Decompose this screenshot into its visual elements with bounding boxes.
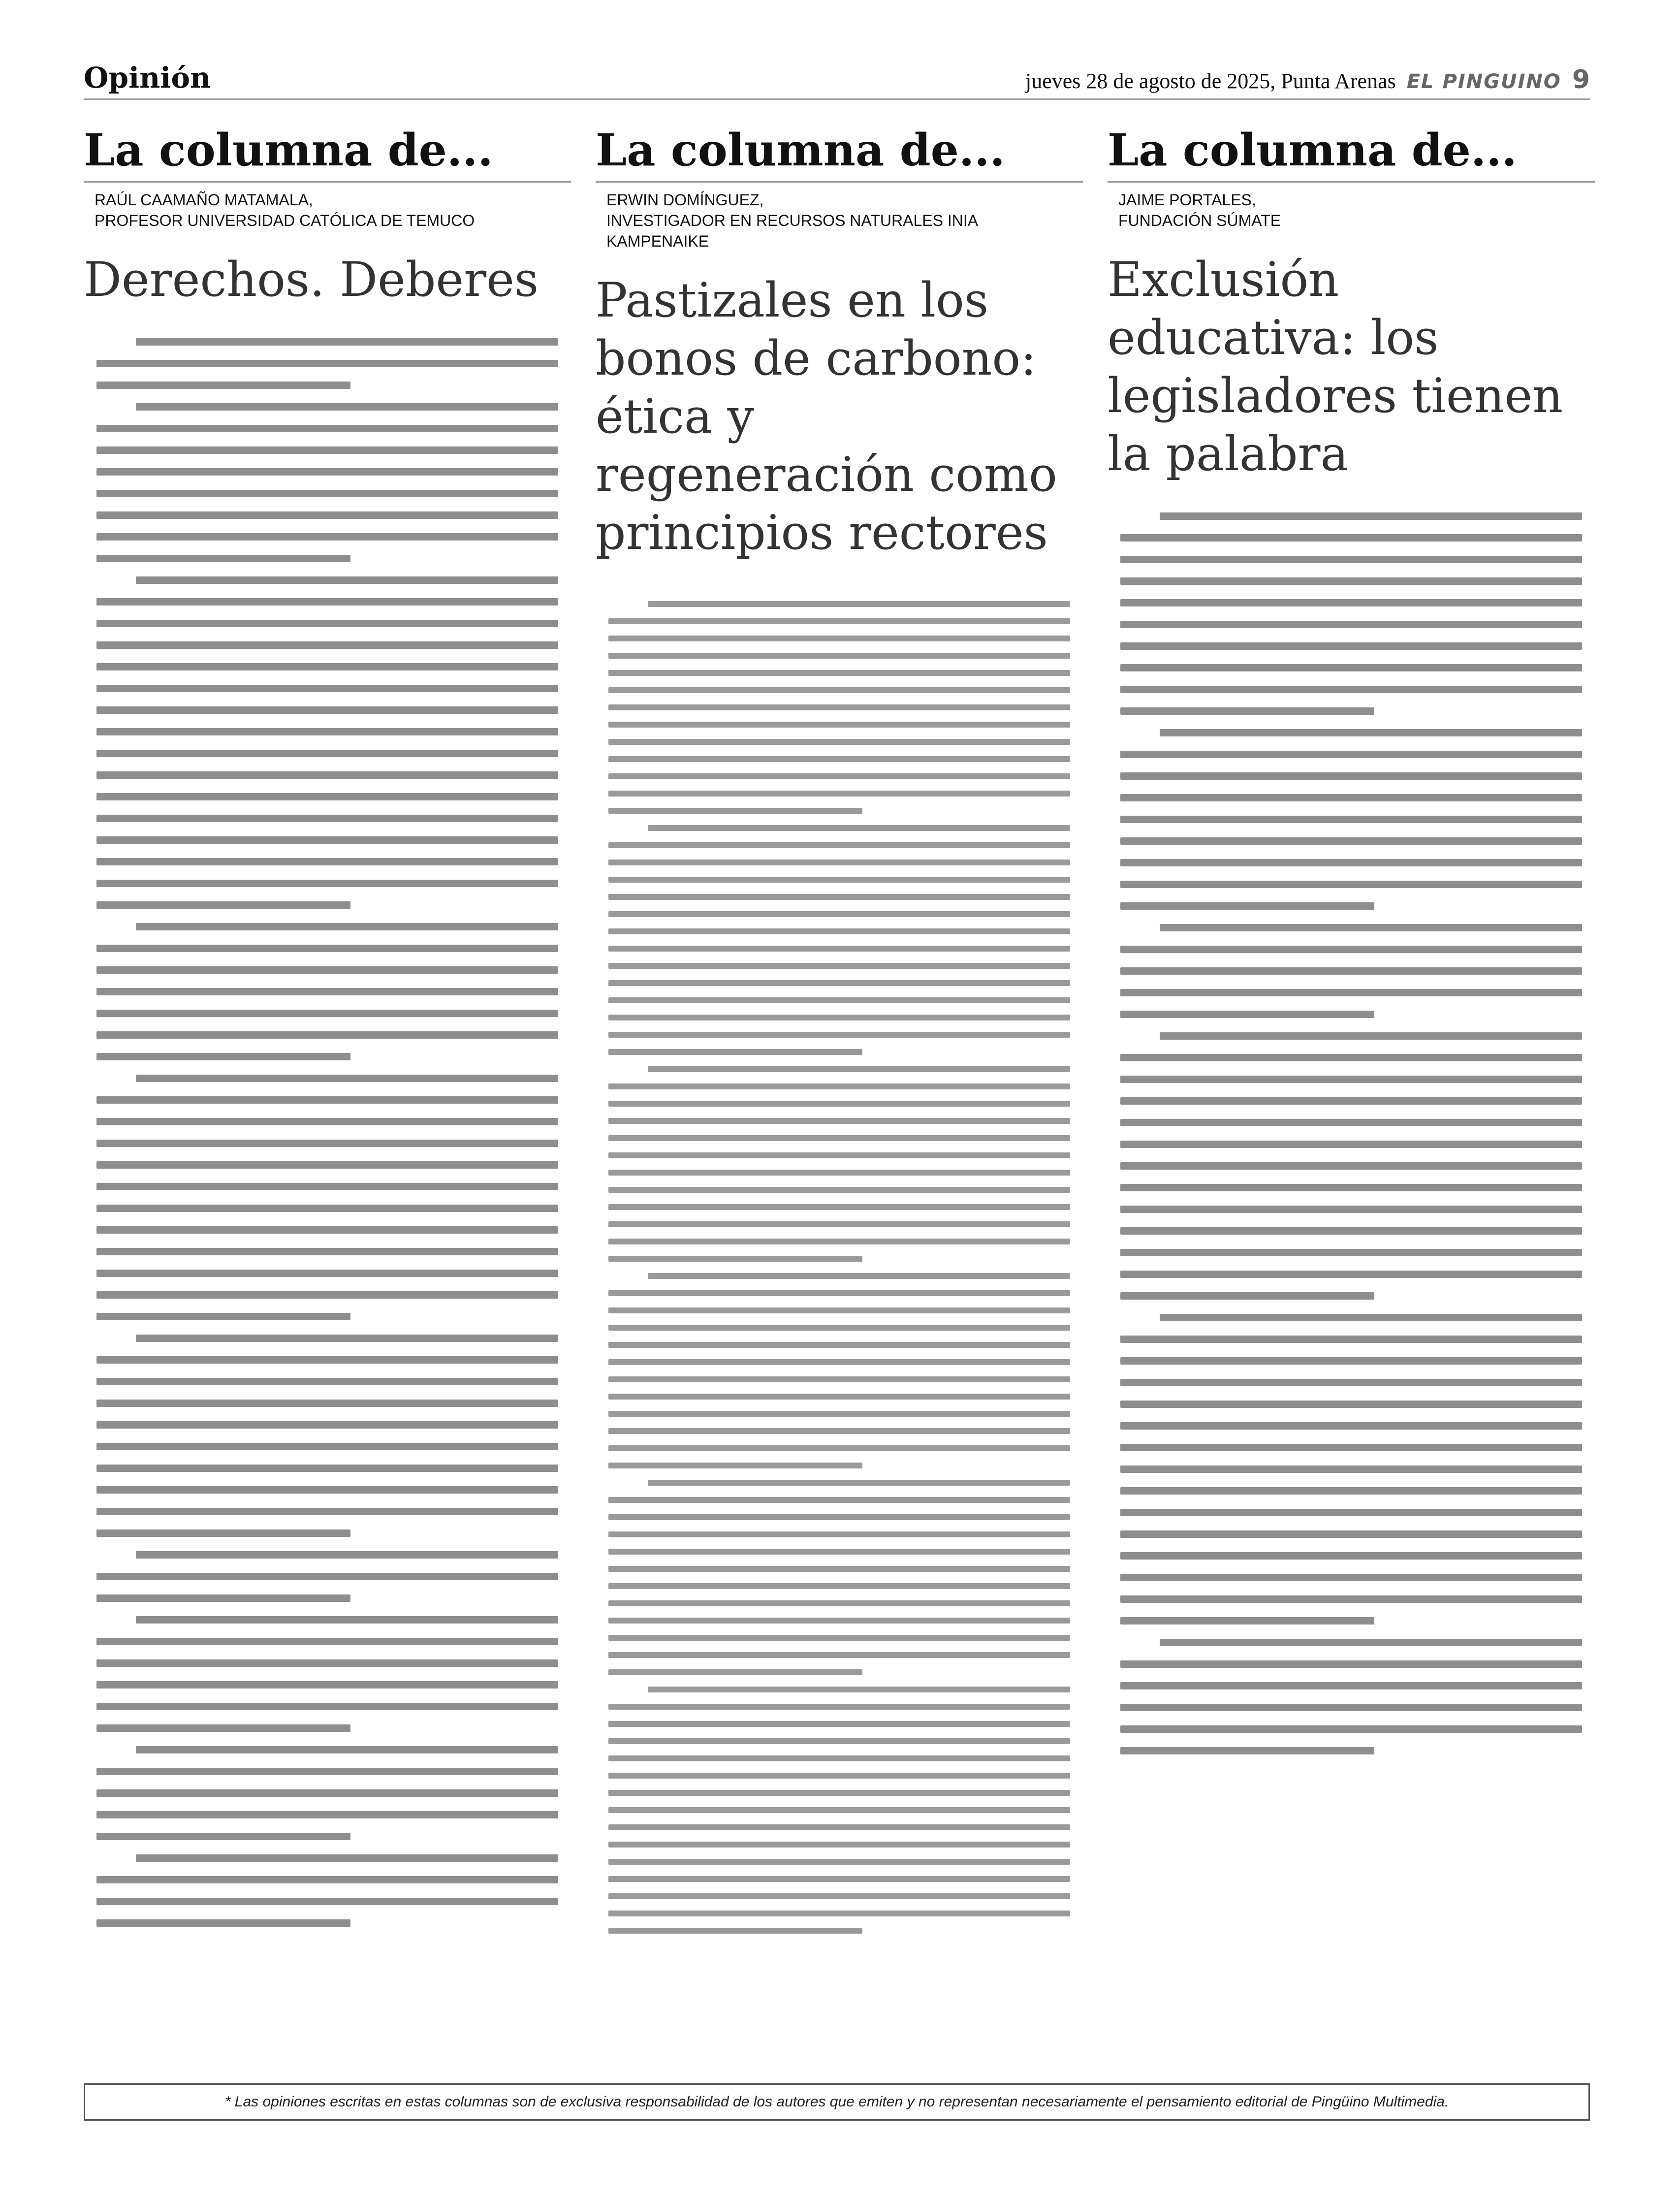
opinion-column-2	[596, 124, 1083, 1945]
text-line	[1120, 1271, 1582, 1278]
text-line	[608, 1118, 1070, 1124]
text-line	[96, 1421, 558, 1429]
body-paragraph	[608, 1687, 1070, 1934]
text-line	[96, 1486, 558, 1494]
column-author	[606, 190, 1083, 252]
text-line	[1120, 1141, 1582, 1148]
text-line	[1120, 859, 1582, 866]
text-line	[96, 1789, 558, 1797]
text-line	[1160, 1314, 1582, 1321]
text-line	[608, 1755, 1070, 1761]
text-line	[608, 1170, 1070, 1176]
text-line	[1120, 621, 1582, 628]
author-name: RAÚL CAAMAÑO MATAMALA,	[95, 191, 313, 209]
text-line	[1120, 1336, 1582, 1343]
column-body	[596, 601, 1083, 1934]
text-line	[96, 1356, 558, 1364]
text-line	[608, 1445, 1070, 1451]
text-line	[608, 653, 1070, 659]
text-line	[608, 1738, 1070, 1744]
text-line	[608, 670, 1070, 676]
text-line	[1120, 902, 1374, 910]
text-line	[1120, 837, 1582, 845]
text-line	[136, 1075, 558, 1082]
text-line	[608, 1859, 1070, 1865]
text-line	[96, 1053, 350, 1060]
body-paragraph	[1120, 1639, 1582, 1754]
text-line	[608, 1325, 1070, 1331]
text-line	[1120, 1704, 1582, 1711]
dateline: jueves 28 de agosto de 2025, Punta Arenas	[1025, 69, 1396, 93]
text-line	[1120, 686, 1582, 693]
text-line	[96, 360, 558, 367]
text-line	[608, 1549, 1070, 1555]
text-line	[608, 1290, 1070, 1296]
text-line	[608, 1256, 862, 1262]
text-line	[96, 1919, 350, 1927]
text-line	[608, 1049, 862, 1055]
text-line	[608, 842, 1070, 848]
text-line	[96, 750, 558, 757]
body-paragraph	[1120, 729, 1582, 910]
text-line	[1120, 772, 1582, 780]
text-line	[608, 1566, 1070, 1572]
text-line	[96, 1681, 558, 1688]
text-line	[1120, 556, 1582, 563]
author-affiliation: INVESTIGADOR EN RECURSOS NATURALES INIA KAMPENAIKE	[606, 212, 978, 250]
text-line	[1120, 881, 1582, 888]
text-line	[608, 1204, 1070, 1210]
text-line	[608, 687, 1070, 693]
opinion-column-3	[1108, 124, 1595, 1769]
text-line	[608, 1669, 862, 1675]
body-paragraph	[96, 403, 558, 562]
text-line	[136, 403, 558, 411]
text-line	[1120, 989, 1582, 996]
text-line	[608, 980, 1070, 986]
text-line	[136, 576, 558, 584]
text-line	[96, 1010, 558, 1017]
column-author	[95, 190, 571, 231]
text-line	[96, 555, 350, 562]
text-line	[1120, 599, 1582, 606]
text-line	[96, 468, 558, 476]
text-line	[608, 877, 1070, 883]
body-paragraph	[96, 1551, 558, 1602]
text-line	[1160, 1032, 1582, 1040]
text-line	[1120, 577, 1582, 585]
text-line	[96, 1096, 558, 1104]
text-line	[608, 963, 1070, 969]
body-paragraph	[608, 601, 1070, 814]
author-affiliation: PROFESOR UNIVERSIDAD CATÓLICA DE TEMUCO	[95, 212, 475, 229]
text-line	[1120, 1530, 1582, 1538]
text-line	[608, 1135, 1070, 1141]
text-line	[1120, 534, 1582, 542]
text-line	[1120, 946, 1582, 953]
text-line	[648, 601, 1070, 607]
text-line	[96, 1183, 558, 1190]
text-line	[608, 722, 1070, 728]
text-line	[96, 1140, 558, 1147]
text-line	[608, 756, 1070, 762]
body-paragraph	[96, 338, 558, 389]
text-line	[608, 1376, 1070, 1382]
text-line	[1120, 1119, 1582, 1126]
footer-disclaimer: * Las opiniones escritas en estas columnas son de exclusiva responsabilidad de los autores que emiten y no representan necesariamente el pensamiento editorial de Pingüino Multimedia.	[84, 2083, 1590, 2121]
text-line	[96, 1205, 558, 1212]
text-line	[1120, 1292, 1374, 1300]
text-line	[1160, 512, 1582, 520]
text-line	[96, 490, 558, 497]
text-line	[96, 1594, 350, 1602]
text-line	[96, 1248, 558, 1255]
text-line	[96, 815, 558, 822]
text-line	[1120, 1725, 1582, 1733]
text-line	[608, 636, 1070, 641]
text-line	[1160, 729, 1582, 736]
text-line	[1120, 1097, 1582, 1105]
text-line	[1120, 1357, 1582, 1365]
text-line	[608, 1083, 1070, 1089]
text-line	[1120, 1379, 1582, 1386]
text-line	[96, 425, 558, 432]
text-line	[96, 1833, 350, 1840]
text-line	[96, 511, 558, 519]
text-line	[1120, 1574, 1582, 1581]
column-body	[84, 338, 571, 1927]
body-paragraph	[96, 576, 558, 909]
text-line	[608, 946, 1070, 952]
text-line	[96, 771, 558, 779]
text-line	[136, 1551, 558, 1559]
text-line	[96, 836, 558, 844]
text-line	[608, 1583, 1070, 1589]
text-line	[608, 997, 1070, 1003]
text-line	[136, 338, 558, 346]
text-line	[608, 1342, 1070, 1348]
text-line	[608, 1101, 1070, 1107]
text-line	[96, 446, 558, 454]
text-line	[96, 728, 558, 735]
text-line	[608, 1152, 1070, 1158]
column-body	[1108, 512, 1595, 1754]
text-line	[96, 1400, 558, 1407]
text-line	[1120, 1011, 1374, 1018]
text-line	[608, 928, 1070, 934]
text-line	[1160, 1639, 1582, 1646]
author-name: JAIME PORTALES,	[1118, 191, 1256, 209]
text-line	[608, 618, 1070, 624]
text-line	[96, 1161, 558, 1169]
text-line	[608, 1394, 1070, 1400]
text-line	[1120, 664, 1582, 671]
text-line	[96, 1313, 350, 1320]
text-line	[608, 1928, 862, 1934]
text-line	[96, 1876, 558, 1883]
text-line	[1120, 1747, 1374, 1754]
text-line	[608, 1652, 1070, 1658]
text-line	[608, 1790, 1070, 1796]
text-line	[136, 1616, 558, 1624]
text-line	[608, 808, 862, 814]
text-line	[1120, 751, 1582, 758]
text-line	[648, 1066, 1070, 1072]
text-line	[1120, 1054, 1582, 1061]
text-line	[96, 945, 558, 952]
text-line	[1120, 642, 1582, 650]
text-line	[608, 773, 1070, 779]
text-line	[96, 793, 558, 800]
text-line	[608, 1428, 1070, 1434]
text-line	[608, 1721, 1070, 1727]
column-title: Exclusión educativa: los legisladores tienen la palabra	[1108, 252, 1563, 481]
text-line	[1120, 816, 1582, 823]
text-line	[608, 1497, 1070, 1503]
text-line	[1120, 1509, 1582, 1516]
text-line	[96, 1703, 558, 1710]
text-line	[96, 988, 558, 995]
column-title: Derechos. Deberes	[84, 252, 539, 307]
text-line	[608, 1307, 1070, 1313]
body-paragraph	[608, 1066, 1070, 1262]
text-line	[1120, 1076, 1582, 1083]
text-line	[96, 641, 558, 649]
text-line	[136, 1746, 558, 1753]
text-line	[1120, 707, 1374, 715]
text-line	[648, 1273, 1070, 1279]
body-paragraph	[1120, 1314, 1582, 1625]
text-line	[1120, 1660, 1582, 1668]
text-line	[96, 1573, 558, 1580]
body-paragraph	[608, 1273, 1070, 1468]
text-line	[608, 1704, 1070, 1710]
body-paragraph	[1120, 924, 1582, 1018]
text-line	[608, 1221, 1070, 1227]
text-line	[608, 1359, 1070, 1365]
text-line	[96, 1638, 558, 1645]
text-line	[608, 1911, 1070, 1916]
text-line	[648, 825, 1070, 831]
text-line	[96, 1811, 558, 1818]
text-line	[96, 1118, 558, 1125]
text-line	[608, 1807, 1070, 1813]
text-line	[96, 1443, 558, 1450]
body-paragraph	[96, 1075, 558, 1320]
text-line	[608, 1463, 862, 1468]
body-paragraph	[1120, 1032, 1582, 1300]
text-line	[1120, 1682, 1582, 1689]
text-line	[608, 894, 1070, 900]
column-author	[1118, 190, 1595, 231]
text-line	[96, 880, 558, 887]
text-line	[1120, 1465, 1582, 1473]
text-line	[608, 1876, 1070, 1882]
text-line	[96, 1529, 350, 1537]
column-title: Pastizales en los bonos de carbono: ética y regeneración como principios rectores	[596, 273, 1057, 560]
text-line	[96, 901, 350, 909]
text-line	[1120, 1206, 1582, 1213]
text-line	[96, 1898, 558, 1905]
text-line	[1120, 1617, 1374, 1625]
text-line	[96, 1465, 558, 1472]
text-line	[96, 663, 558, 670]
page-header	[84, 59, 1590, 100]
text-line	[1120, 1552, 1582, 1560]
text-line	[1120, 1401, 1582, 1408]
text-line	[1120, 1595, 1582, 1603]
text-line	[1120, 794, 1582, 801]
text-line	[1120, 1487, 1582, 1495]
text-line	[608, 704, 1070, 710]
text-line	[608, 860, 1070, 865]
body-paragraph	[96, 1746, 558, 1840]
text-line	[96, 1724, 350, 1732]
column-kicker: La columna de...	[1108, 128, 1595, 183]
text-line	[608, 1618, 1070, 1624]
text-line	[96, 858, 558, 865]
body-paragraph	[608, 1480, 1070, 1675]
text-line	[608, 1600, 1070, 1606]
body-paragraph	[608, 825, 1070, 1055]
text-line	[96, 1768, 558, 1775]
text-line	[136, 1335, 558, 1342]
text-line	[648, 1687, 1070, 1692]
text-line	[1120, 967, 1582, 975]
text-line	[96, 1659, 558, 1667]
newspaper-logo: EL PINGUINO	[1406, 70, 1561, 93]
text-line	[1120, 1162, 1582, 1170]
text-line	[608, 1187, 1070, 1193]
text-line	[608, 1015, 1070, 1020]
author-affiliation: FUNDACIÓN SÚMATE	[1118, 212, 1281, 229]
text-line	[96, 1031, 558, 1039]
text-line	[1120, 1184, 1582, 1191]
text-line	[608, 1514, 1070, 1520]
body-paragraph	[1120, 512, 1582, 715]
body-paragraph	[96, 1335, 558, 1537]
text-line	[608, 1032, 1070, 1038]
text-line	[608, 911, 1070, 917]
text-line	[96, 966, 558, 974]
text-line	[96, 533, 558, 541]
body-paragraph	[96, 1616, 558, 1732]
text-line	[96, 620, 558, 627]
opinion-column-1	[84, 124, 571, 1941]
text-line	[1120, 1227, 1582, 1235]
text-line	[96, 598, 558, 605]
column-kicker: La columna de...	[596, 128, 1083, 183]
text-line	[608, 791, 1070, 796]
body-paragraph	[96, 1854, 558, 1927]
text-line	[96, 1291, 558, 1299]
text-line	[608, 1635, 1070, 1641]
text-line	[608, 1824, 1070, 1830]
text-line	[136, 923, 558, 930]
text-line	[1120, 1422, 1582, 1430]
text-line	[96, 1226, 558, 1234]
text-line	[608, 1893, 1070, 1899]
page-number: 9	[1572, 65, 1590, 95]
text-line	[608, 739, 1070, 745]
text-line	[1120, 1444, 1582, 1451]
text-line	[96, 706, 558, 714]
column-kicker: La columna de...	[84, 128, 571, 183]
section-label: Opinión	[84, 61, 211, 95]
header-right	[1025, 65, 1590, 95]
text-line	[608, 1239, 1070, 1244]
text-line	[608, 1531, 1070, 1537]
text-line	[608, 1411, 1070, 1417]
text-line	[648, 1480, 1070, 1486]
text-line	[96, 1270, 558, 1277]
text-line	[1120, 1249, 1582, 1256]
text-line	[608, 1773, 1070, 1779]
author-name: ERWIN DOMÍNGUEZ,	[606, 191, 764, 209]
body-paragraph	[96, 923, 558, 1060]
text-line	[608, 1842, 1070, 1848]
text-line	[96, 1508, 558, 1515]
text-line	[96, 382, 350, 389]
text-line	[96, 1378, 558, 1385]
text-line	[96, 685, 558, 692]
text-line	[136, 1854, 558, 1862]
text-line	[1160, 924, 1582, 931]
